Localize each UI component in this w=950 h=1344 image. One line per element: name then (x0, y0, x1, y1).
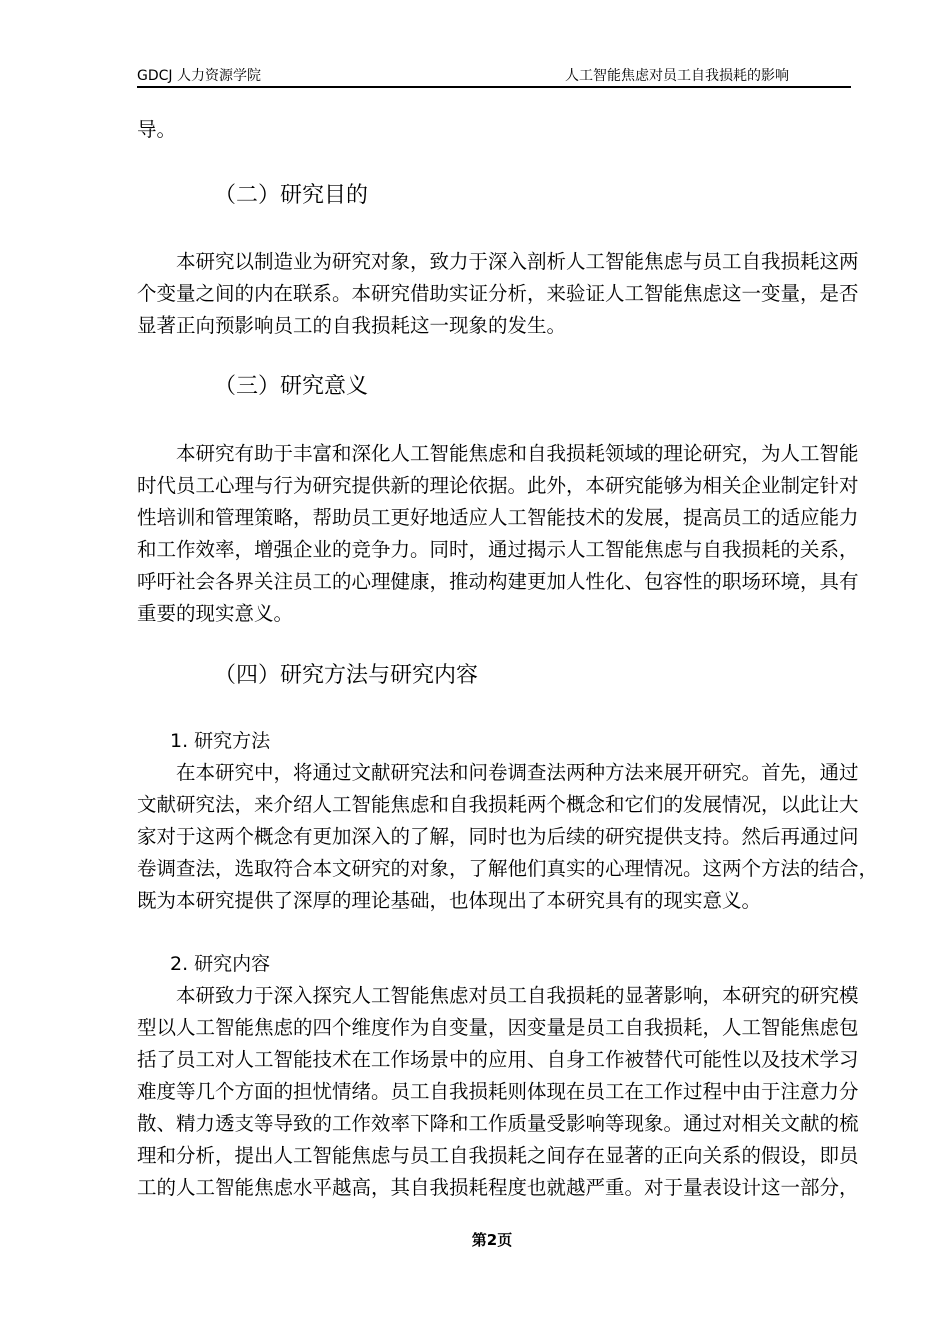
paragraph-line: 型以人工智能焦虑的四个维度作为自变量，因变量是员工自我损耗，人工智能焦虑包 (137, 1016, 859, 1039)
paragraph-line: 个变量之间的内在联系。本研究借助实证分析，来验证人工智能焦虑这一变量，是否 (137, 282, 859, 305)
heading-research-purpose: （二）研究目的 (214, 183, 369, 208)
heading-research-significance: （三）研究意义 (214, 374, 369, 399)
subheading-research-methods: 1. 研究方法 (170, 730, 271, 752)
heading-methods-content: （四）研究方法与研究内容 (214, 663, 479, 688)
subheading-research-content: 2. 研究内容 (170, 953, 271, 975)
paragraph-line: 难度等几个方面的担忧情绪。员工自我损耗则体现在员工在工作过程中由于注意力分 (137, 1080, 859, 1103)
significance-paragraph (137, 438, 859, 630)
content-paragraph (137, 980, 859, 1204)
paragraph-line: 卷调查法，选取符合本文研究的对象，了解他们真实的心理情况。这两个方法的结合， (137, 857, 879, 880)
paragraph-line: 重要的现实意义。 (137, 602, 294, 625)
paragraph-line: 理和分析，提出人工智能焦虑与员工自我损耗之间存在显著的正向关系的假设，即员 (137, 1144, 859, 1167)
page-number: 第2页 (471, 1231, 513, 1249)
paragraph-line: 显著正向预影响员工的自我损耗这一现象的发生。 (137, 314, 567, 337)
paragraph-line: 文献研究法，来介绍人工智能焦虑和自我损耗两个概念和它们的发展情况，以此让大 (137, 793, 859, 816)
purpose-paragraph (137, 246, 859, 342)
paragraph-line: 括了员工对人工智能技术在工作场景中的应用、自身工作被替代可能性以及技术学习 (137, 1048, 859, 1071)
paragraph-line: 导。 (137, 118, 177, 141)
methods-paragraph (137, 757, 879, 917)
paragraph-line: 时代员工心理与行为研究提供新的理论依据。此外，本研究能够为相关企业制定针对 (137, 474, 859, 497)
paragraph-line: 和工作效率，增强企业的竞争力。同时，通过揭示人工智能焦虑与自我损耗的关系， (137, 538, 859, 561)
paragraph-line: 家对于这两个概念有更加深入的了解，同时也为后续的研究提供支持。然后再通过问 (137, 825, 859, 848)
paragraph-line: 既为本研究提供了深厚的理论基础，也体现出了本研究具有的现实意义。 (137, 889, 762, 912)
header-title: 人工智能焦虑对员工自我损耗的影响 (565, 68, 789, 84)
paragraph-line: 工的人工智能焦虑水平越高，其自我损耗程度也就越严重。对于量表设计这一部分， (137, 1176, 859, 1199)
paragraph-line: 散、精力透支等导致的工作效率下降和工作质量受影响等现象。通过对相关文献的梳 (137, 1112, 859, 1135)
paragraph-line: 性培训和管理策略，帮助员工更好地适应人工智能技术的发展，提高员工的适应能力 (137, 506, 859, 529)
header-rule (137, 86, 851, 88)
header-school: GDCJ 人力资源学院 (137, 68, 261, 84)
paragraph-line: 本研致力于深入探究人工智能焦虑对员工自我损耗的显著影响，本研究的研究模 (176, 984, 859, 1007)
paragraph-line: 在本研究中，将通过文献研究法和问卷调查法两种方法来展开研究。首先，通过 (176, 761, 859, 784)
paragraph-line: 本研究有助于丰富和深化人工智能焦虑和自我损耗领域的理论研究，为人工智能 (176, 442, 859, 465)
paragraph-line: 本研究以制造业为研究对象，致力于深入剖析人工智能焦虑与员工自我损耗这两 (176, 250, 859, 273)
lead-paragraph (137, 114, 850, 146)
paragraph-line: 呼吁社会各界关注员工的心理健康，推动构建更加人性化、包容性的职场环境，具有 (137, 570, 859, 593)
